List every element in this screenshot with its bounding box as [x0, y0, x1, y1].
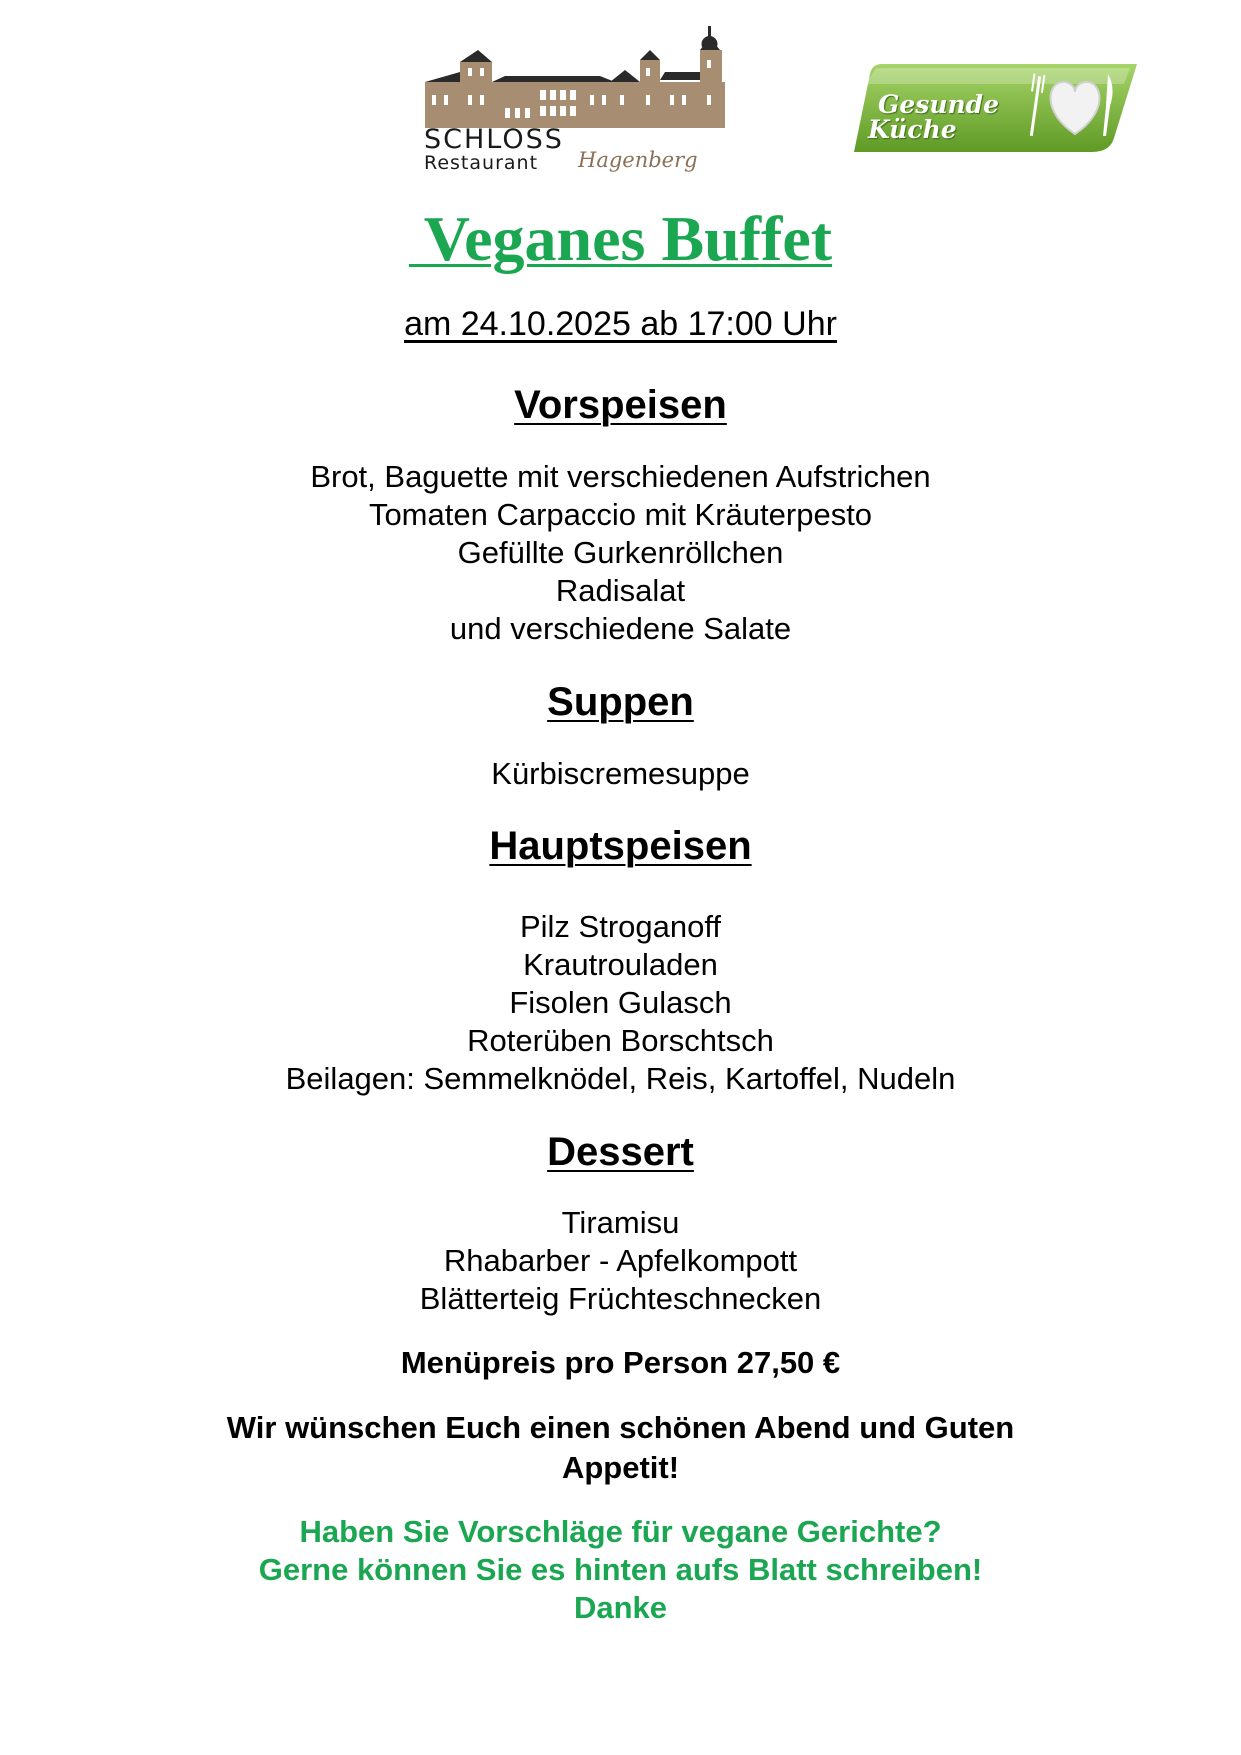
menu-item: Brot, Baguette mit verschiedenen Aufstrichen [310, 459, 931, 494]
menu-item: Kürbiscremesuppe [491, 756, 750, 791]
section-heading-dessert: Dessert [547, 1130, 694, 1174]
closing-wish-line: Appetit! [561, 1450, 680, 1485]
logo-place: Hagenberg [578, 148, 698, 172]
logo-brand: SCHLOSS [424, 124, 564, 155]
menu-item: Rhabarber - Apfelkompott [443, 1243, 798, 1278]
menu-item: und verschiedene Salate [449, 611, 792, 646]
closing-wish [0, 1408, 1241, 1488]
menu-item: Radisalat [555, 573, 686, 608]
badge-line2: Küche [868, 115, 957, 144]
menu-item: Pilz Stroganoff [519, 909, 722, 944]
page-title: Veganes Buffet [408, 203, 833, 274]
menu-item: Fisolen Gulasch [509, 985, 732, 1020]
section-heading-vorspeisen: Vorspeisen [514, 383, 727, 427]
suggestion-line: Danke [573, 1590, 668, 1625]
suggestion-line: Haben Sie Vorschläge für vegane Gerichte? [299, 1514, 942, 1549]
gesunde-kueche-badge [852, 60, 1142, 156]
section-heading-suppen: Suppen [547, 680, 694, 724]
section-heading-hauptspeisen: Hauptspeisen [489, 824, 752, 868]
logo-subtitle: Restaurant [424, 152, 539, 174]
menu-item: Krautrouladen [523, 947, 718, 982]
menu-item: Gefüllte Gurkenröllchen [457, 535, 784, 570]
badge-line1: Gesunde [878, 90, 1000, 119]
heart-plate-cutlery-icon [1020, 66, 1120, 146]
event-date: am 24.10.2025 ab 17:00 Uhr [404, 305, 837, 343]
menu-item: Tiramisu [561, 1205, 680, 1240]
menu-item: Tomaten Carpaccio mit Kräuterpesto [368, 497, 873, 532]
closing-wish-line: Wir wünschen Euch einen schönen Abend und Guten [226, 1410, 1015, 1445]
menu-item: Roterüben Borschtsch [467, 1023, 774, 1058]
suggestion-line: Gerne können Sie es hinten aufs Blatt schreiben! [258, 1552, 983, 1587]
menu-item: Beilagen: Semmelknödel, Reis, Kartoffel, Nudeln [285, 1061, 956, 1096]
menu-item: Blätterteig Früchteschnecken [419, 1281, 822, 1316]
castle-icon [420, 20, 730, 130]
menu-price: Menüpreis pro Person 27,50 € [400, 1345, 841, 1380]
